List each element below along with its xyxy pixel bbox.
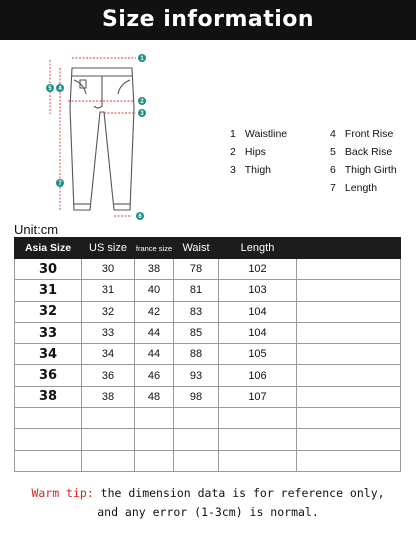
table-cell: 33 — [15, 322, 82, 343]
table-cell — [297, 322, 401, 343]
table-cell: 31 — [82, 280, 135, 301]
tip-text-1: the dimension data is for reference only, — [93, 486, 385, 500]
table-cell: 38 — [82, 386, 135, 407]
table-row — [15, 280, 401, 301]
marker-1 — [138, 54, 146, 62]
svg-text:4: 4 — [58, 86, 62, 92]
table-cell: 32 — [82, 301, 135, 322]
table-cell — [297, 429, 401, 450]
svg-text:1: 1 — [140, 56, 144, 62]
tip-line-1 — [0, 484, 416, 503]
table-cell — [297, 280, 401, 301]
front-pocket-right — [118, 80, 130, 94]
table-cell: 104 — [219, 301, 297, 322]
table-cell — [82, 450, 135, 471]
table-cell: 103 — [219, 280, 297, 301]
table-row — [15, 365, 401, 386]
table-cell: 105 — [219, 344, 297, 365]
table-cell: 107 — [219, 386, 297, 407]
table-cell — [219, 450, 297, 471]
legend-item-thigh: 3 Thigh — [230, 164, 271, 176]
table-cell: 34 — [82, 344, 135, 365]
table-row — [15, 429, 401, 450]
table-cell: 38 — [135, 259, 174, 280]
table-cell: 34 — [15, 344, 82, 365]
table-cell — [297, 259, 401, 280]
table-row — [15, 301, 401, 322]
table-cell: 104 — [219, 322, 297, 343]
svg-text:6: 6 — [138, 214, 142, 220]
table-cell: 36 — [82, 365, 135, 386]
table-cell: 106 — [219, 365, 297, 386]
table-cell: 44 — [135, 322, 174, 343]
table-row — [15, 386, 401, 407]
legend-item-front-rise: 4 Front Rise — [330, 128, 394, 140]
marker-2 — [138, 97, 146, 105]
table-cell: 93 — [174, 365, 219, 386]
svg-text:2: 2 — [140, 99, 144, 105]
table-row — [15, 450, 401, 471]
table-cell: 85 — [174, 322, 219, 343]
table-cell: 36 — [15, 365, 82, 386]
svg-text:3: 3 — [140, 111, 144, 117]
table-cell — [15, 450, 82, 471]
table-cell — [82, 429, 135, 450]
table-cell — [15, 408, 82, 429]
table-row — [15, 344, 401, 365]
table-row — [15, 259, 401, 280]
legend-item-hips: 2 Hips — [230, 146, 266, 158]
unit-label: Unit:cm — [14, 222, 59, 237]
table-cell — [297, 450, 401, 471]
table-cell — [297, 408, 401, 429]
table-header-row — [15, 238, 401, 259]
header-waist: Waist — [174, 238, 219, 259]
table-cell: 33 — [82, 322, 135, 343]
header-length: Length — [219, 238, 297, 259]
table-cell: 102 — [219, 259, 297, 280]
table-cell — [174, 450, 219, 471]
legend-item-thigh-girth: 6 Thigh Girth — [330, 164, 397, 176]
table-cell — [297, 386, 401, 407]
legend-item-waistline: 1 Waistline — [230, 128, 288, 140]
page-title: Size information — [0, 0, 416, 40]
table-cell — [174, 408, 219, 429]
marker-6 — [136, 212, 144, 220]
table-cell: 30 — [15, 259, 82, 280]
table-cell: 42 — [135, 301, 174, 322]
legend-item-back-rise: 5 Back Rise — [330, 146, 393, 158]
table-cell — [135, 429, 174, 450]
warm-tip — [0, 484, 416, 522]
table-cell: 81 — [174, 280, 219, 301]
table-cell: 30 — [82, 259, 135, 280]
measurement-legend — [0, 124, 416, 194]
table-row — [15, 322, 401, 343]
header-asia-size: Asia Size — [15, 238, 82, 259]
marker-4 — [56, 84, 64, 92]
table-cell: 44 — [135, 344, 174, 365]
table-cell — [297, 344, 401, 365]
table-cell: 78 — [174, 259, 219, 280]
table-cell — [135, 408, 174, 429]
table-cell: 38 — [15, 386, 82, 407]
table-cell: 46 — [135, 365, 174, 386]
table-cell — [297, 365, 401, 386]
table-cell — [135, 450, 174, 471]
table-cell: 31 — [15, 280, 82, 301]
legend-item-length: 7 Length — [330, 182, 378, 194]
table-cell: 98 — [174, 386, 219, 407]
marker-5 — [46, 84, 54, 92]
table-cell — [219, 429, 297, 450]
header-empty — [297, 238, 401, 259]
header-france-size: france size — [135, 238, 174, 259]
size-table — [14, 237, 401, 472]
table-cell: 88 — [174, 344, 219, 365]
table-cell: 83 — [174, 301, 219, 322]
marker-3 — [138, 109, 146, 117]
table-cell: 32 — [15, 301, 82, 322]
table-cell — [174, 429, 219, 450]
table-cell — [82, 408, 135, 429]
table-cell — [297, 301, 401, 322]
header-us-size: US size — [82, 238, 135, 259]
table-cell: 40 — [135, 280, 174, 301]
svg-text:7: 7 — [58, 181, 62, 187]
fly-seam — [94, 76, 102, 108]
table-cell: 48 — [135, 386, 174, 407]
table-cell — [219, 408, 297, 429]
table-row — [15, 408, 401, 429]
tip-line-2: and any error (1-3cm) is normal. — [97, 505, 319, 519]
table-cell — [15, 429, 82, 450]
svg-text:5: 5 — [48, 86, 52, 92]
tip-label: Warm tip: — [31, 486, 94, 500]
